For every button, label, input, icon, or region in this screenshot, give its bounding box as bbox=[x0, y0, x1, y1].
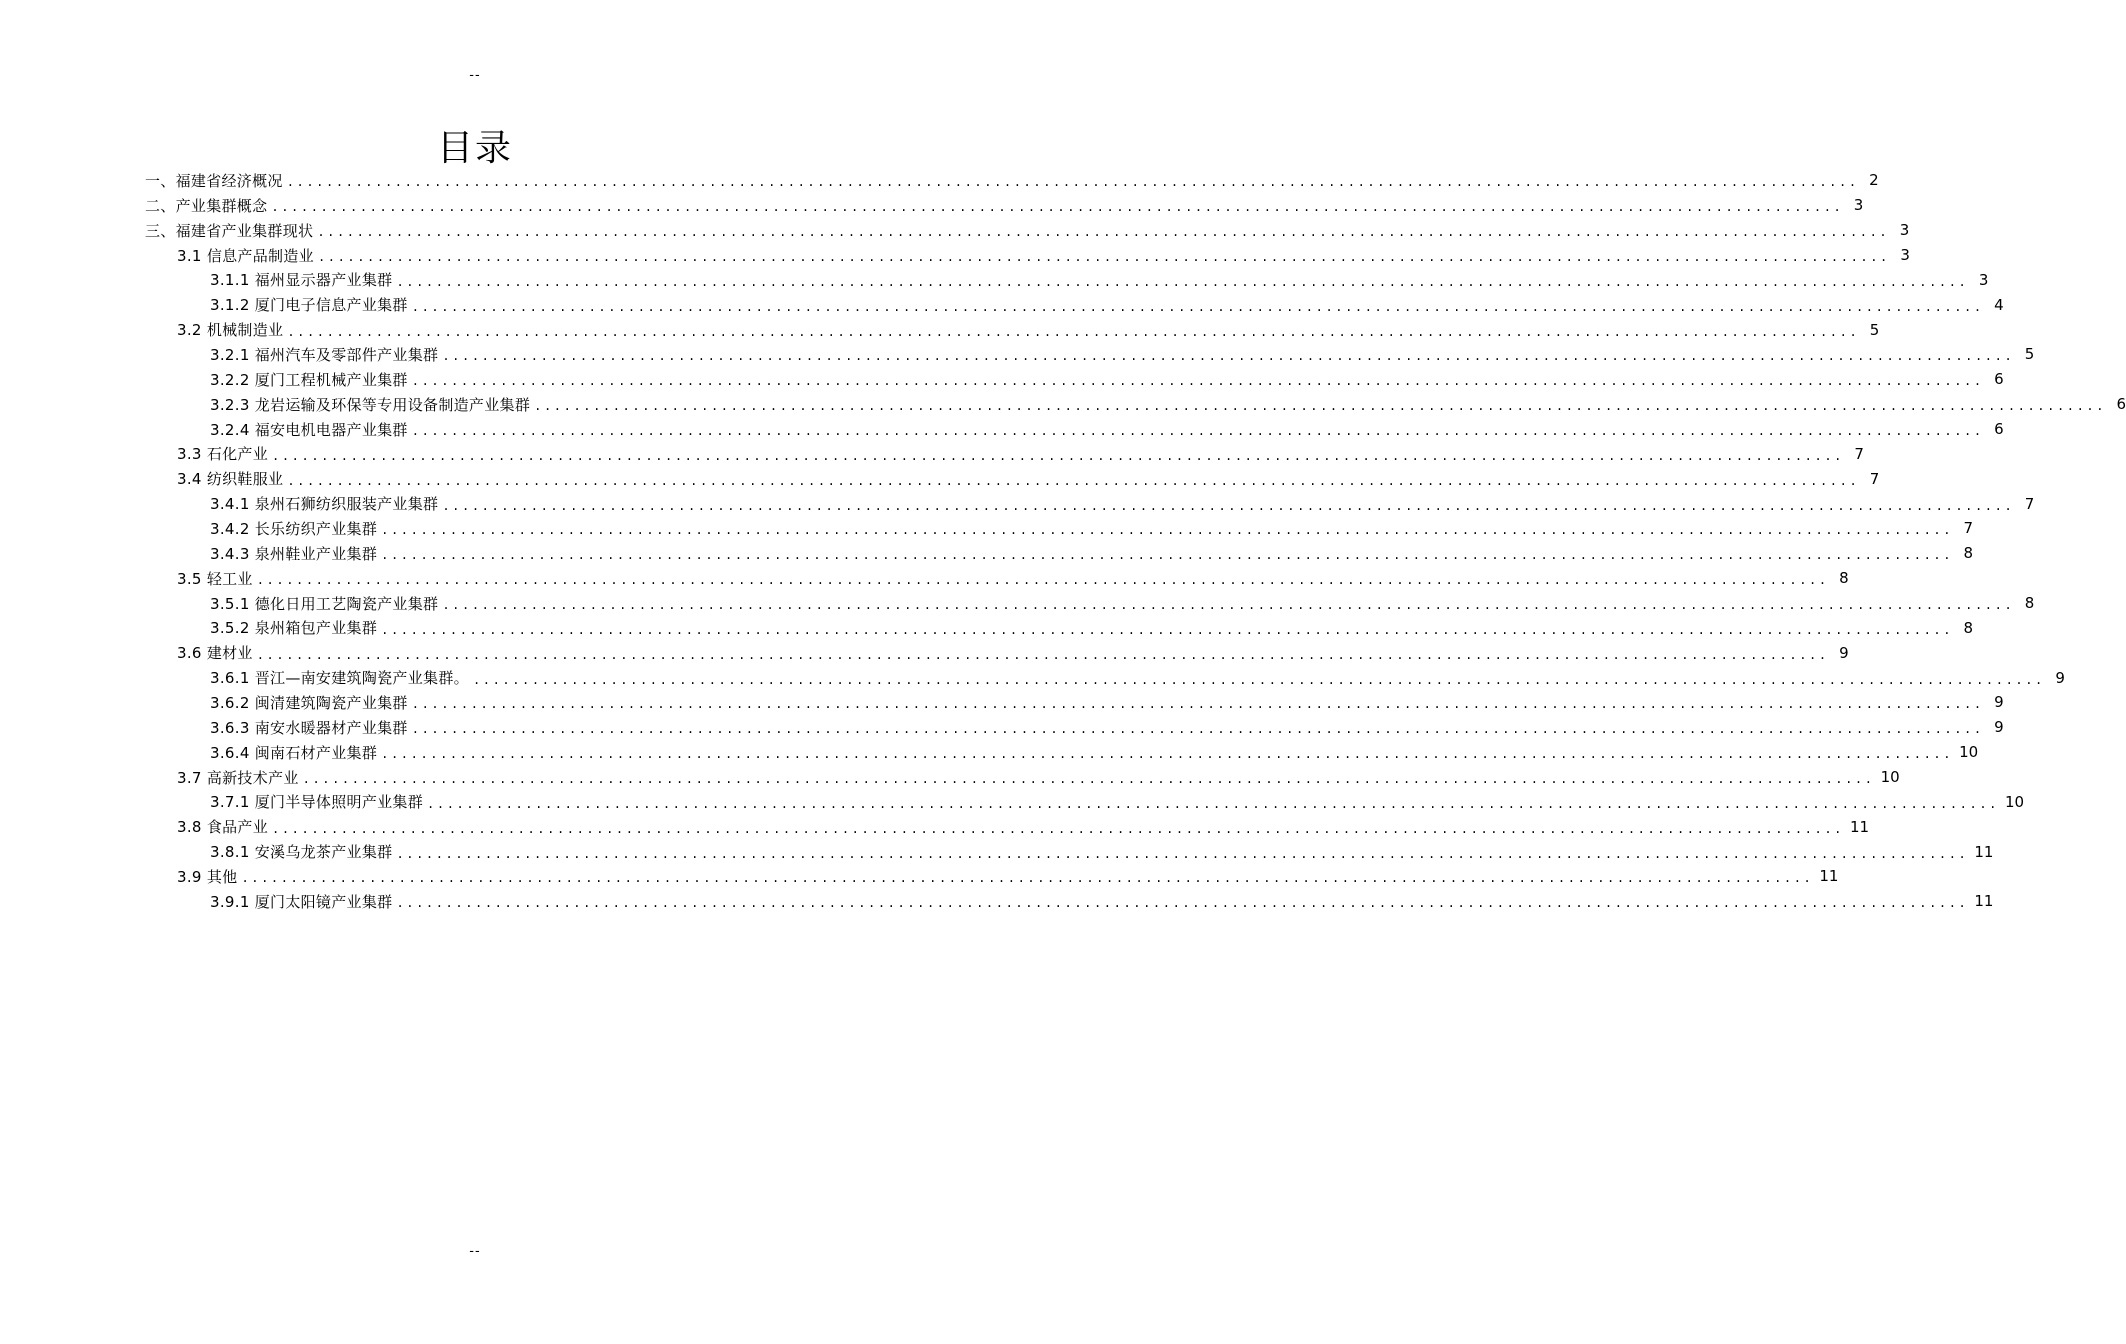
toc-entry-label: 3.2.1 福州汽车及零部件产业集群 bbox=[210, 345, 439, 364]
toc-entry-label: 3.4.3 泉州鞋业产业集群 bbox=[210, 544, 378, 563]
toc-dot-leader: ................................................................................................................................................................ bbox=[442, 498, 2015, 513]
toc-entry[interactable] bbox=[145, 839, 1994, 864]
toc-entry-label: 3.8 食品产业 bbox=[177, 818, 269, 837]
toc-dot-leader: ................................................................................................................................................................ bbox=[411, 424, 1984, 439]
toc-entry-page-number: 5 bbox=[1869, 320, 1880, 339]
toc-entry[interactable] bbox=[145, 243, 1910, 268]
toc-dot-leader: ................................................................................................................................................................ bbox=[396, 274, 1969, 289]
toc-entry[interactable] bbox=[145, 765, 1900, 790]
toc-dot-leader: ................................................................................................................................................................ bbox=[411, 299, 1984, 314]
toc-dot-leader: ................................................................................................................................................................ bbox=[396, 896, 1969, 911]
toc-dot-leader: ................................................................................................................................................................ bbox=[381, 747, 1954, 762]
toc-entry-page-number: 10 bbox=[1880, 768, 1900, 787]
toc-entry-label: 3.3 石化产业 bbox=[177, 445, 269, 464]
toc-entry-page-number: 6 bbox=[2116, 395, 2126, 414]
toc-entry-page-number: 9 bbox=[2055, 668, 2065, 687]
toc-entry-page-number: 8 bbox=[2024, 594, 2035, 613]
toc-dot-leader: ................................................................................................................................................................ bbox=[287, 473, 1860, 488]
toc-dot-leader: ................................................................................................................................................................ bbox=[411, 374, 1984, 389]
toc-dot-leader: ................................................................................................................................................................ bbox=[411, 722, 1984, 737]
toc-entry-page-number: 11 bbox=[1974, 842, 1994, 861]
toc-entry[interactable] bbox=[145, 417, 2004, 442]
toc-entry[interactable] bbox=[145, 889, 1994, 914]
toc-entry-page-number: 9 bbox=[1994, 718, 2004, 737]
toc-dot-leader: ................................................................................................................................................................ bbox=[442, 598, 2015, 613]
toc-dot-leader: ................................................................................................................................................................ bbox=[381, 523, 1954, 538]
toc-entry[interactable] bbox=[145, 317, 1880, 342]
toc-entry-page-number: 7 bbox=[1963, 519, 1974, 538]
toc-entry-page-number: 11 bbox=[1819, 867, 1839, 886]
page-header-mark: -- bbox=[469, 68, 481, 83]
toc-dot-leader: ................................................................................................................................................................ bbox=[256, 647, 1829, 662]
toc-entry-label: 二、产业集群概念 bbox=[145, 196, 268, 215]
toc-entry-label: 3.9 其他 bbox=[177, 867, 238, 886]
toc-entry-page-number: 7 bbox=[1869, 469, 1880, 488]
toc-entry-label: 3.2.2 厦门工程机械产业集群 bbox=[210, 370, 408, 389]
toc-entry-label: 3.1.2 厦门电子信息产业集群 bbox=[210, 296, 408, 315]
toc-entry-page-number: 2 bbox=[1869, 171, 1879, 190]
toc-dot-leader: ................................................................................................................................................................ bbox=[381, 622, 1954, 637]
toc-entry-label: 3.4 纺织鞋服业 bbox=[177, 470, 284, 489]
toc-entry[interactable] bbox=[145, 516, 1974, 541]
toc-entry-label: 3.6 建材业 bbox=[177, 644, 253, 663]
toc-entry-label: 3.1.1 福州显示器产业集群 bbox=[210, 271, 393, 290]
toc-entry[interactable] bbox=[145, 690, 2004, 715]
toc-entry[interactable] bbox=[145, 715, 2004, 740]
toc-entry-page-number: 9 bbox=[1839, 643, 1849, 662]
table-of-contents bbox=[145, 168, 2126, 914]
page-title: 目录 bbox=[436, 128, 513, 170]
toc-dot-leader: ................................................................................................................................................................ bbox=[256, 573, 1829, 588]
toc-entry-label: 3.9.1 厦门太阳镜产业集群 bbox=[210, 892, 393, 911]
toc-dot-leader: ................................................................................................................................................................ bbox=[381, 548, 1954, 563]
toc-entry-page-number: 7 bbox=[2024, 494, 2035, 513]
toc-entry[interactable] bbox=[145, 665, 2065, 690]
toc-entry[interactable] bbox=[145, 392, 2126, 417]
toc-entry[interactable] bbox=[145, 789, 2025, 814]
page-footer-mark: -- bbox=[469, 1244, 481, 1259]
toc-entry-label: 3.5 轻工业 bbox=[177, 569, 253, 588]
toc-entry-label: 3.7.1 厦门半导体照明产业集群 bbox=[210, 793, 424, 812]
toc-entry-label: 3.2.3 龙岩运输及环保等专用设备制造产业集群 bbox=[210, 395, 531, 414]
toc-entry-page-number: 3 bbox=[1978, 270, 1989, 289]
toc-entry-page-number: 11 bbox=[1849, 817, 1870, 836]
toc-entry-label: 3.2 机械制造业 bbox=[177, 321, 284, 340]
toc-entry[interactable] bbox=[145, 740, 1979, 765]
toc-dot-leader: ................................................................................................................................................................ bbox=[411, 697, 1984, 712]
toc-entry[interactable] bbox=[145, 864, 1839, 889]
toc-entry-page-number: 10 bbox=[1959, 743, 1979, 762]
toc-entry-label: 3.6.1 晋江—南安建筑陶瓷产业集群。 bbox=[210, 669, 469, 688]
toc-dot-leader: ................................................................................................................................................................ bbox=[287, 324, 1860, 339]
toc-entry[interactable] bbox=[145, 640, 1849, 665]
toc-entry[interactable] bbox=[145, 367, 2004, 392]
toc-entry-page-number: 3 bbox=[1853, 196, 1864, 215]
toc-entry[interactable] bbox=[145, 441, 1864, 466]
toc-entry-label: 一、福建省经济概况 bbox=[145, 171, 283, 190]
toc-entry-label: 3.8.1 安溪乌龙茶产业集群 bbox=[210, 843, 393, 862]
toc-entry-page-number: 3 bbox=[1900, 246, 1910, 264]
toc-dot-leader: ................................................................................................................................................................ bbox=[396, 846, 1969, 861]
toc-entry[interactable] bbox=[145, 566, 1849, 591]
toc-entry[interactable] bbox=[145, 168, 1879, 193]
toc-entry-label: 3.7 高新技术产业 bbox=[177, 768, 299, 787]
toc-entry[interactable] bbox=[145, 342, 2035, 367]
toc-entry-label: 三、福建省产业集群现状 bbox=[145, 221, 314, 240]
toc-entry-label: 3.6.4 闽南石材产业集群 bbox=[210, 743, 378, 762]
toc-dot-leader: ................................................................................................................................................................ bbox=[241, 871, 1814, 886]
toc-entry[interactable] bbox=[145, 541, 1974, 566]
toc-dot-leader: ................................................................................................................................................................ bbox=[317, 225, 1890, 240]
toc-entry-label: 3.2.4 福安电机电器产业集群 bbox=[210, 420, 408, 439]
toc-dot-leader: ................................................................................................................................................................ bbox=[427, 796, 1999, 811]
toc-entry-page-number: 8 bbox=[1963, 544, 1974, 563]
toc-entry-label: 3.5.1 德化日用工艺陶瓷产业集群 bbox=[210, 594, 439, 613]
toc-entry[interactable] bbox=[145, 491, 2035, 516]
toc-dot-leader: ................................................................................................................................................................ bbox=[272, 821, 1844, 836]
toc-entry-page-number: 9 bbox=[1994, 693, 2004, 712]
toc-entry[interactable] bbox=[145, 193, 1864, 218]
toc-entry-label: 3.4.2 长乐纺织产业集群 bbox=[210, 519, 378, 538]
toc-entry[interactable] bbox=[145, 615, 1974, 640]
toc-entry-page-number: 3 bbox=[1899, 221, 1910, 240]
toc-dot-leader: ................................................................................................................................................................ bbox=[271, 200, 1844, 215]
toc-entry-page-number: 8 bbox=[1963, 618, 1974, 637]
toc-entry-page-number: 5 bbox=[2024, 345, 2035, 364]
toc-entry-label: 3.4.1 泉州石狮纺织服装产业集群 bbox=[210, 495, 439, 514]
toc-entry[interactable] bbox=[145, 267, 1989, 292]
toc-entry-page-number: 6 bbox=[1994, 420, 2004, 439]
toc-entry-label: 3.1 信息产品制造业 bbox=[177, 246, 314, 265]
toc-entry-page-number: 10 bbox=[2004, 792, 2025, 811]
toc-entry-label: 3.6.2 闽清建筑陶瓷产业集群 bbox=[210, 693, 408, 712]
toc-dot-leader: ................................................................................................................................................................ bbox=[286, 175, 1859, 190]
toc-entry[interactable] bbox=[145, 814, 1870, 839]
toc-entry-page-number: 11 bbox=[1974, 892, 1994, 911]
toc-dot-leader: ................................................................................................................................................................ bbox=[272, 448, 1844, 463]
toc-entry[interactable] bbox=[145, 466, 1880, 491]
toc-entry-page-number: 7 bbox=[1854, 444, 1864, 463]
toc-entry-label: 3.5.2 泉州箱包产业集群 bbox=[210, 619, 378, 638]
toc-entry-page-number: 4 bbox=[1994, 295, 2004, 314]
toc-dot-leader: ................................................................................................................................................................ bbox=[317, 250, 1890, 264]
toc-entry[interactable] bbox=[145, 591, 2035, 616]
toc-dot-leader: ................................................................................................................................................................ bbox=[442, 349, 2015, 364]
toc-dot-leader: ................................................................................................................................................................ bbox=[302, 772, 1875, 787]
toc-entry[interactable] bbox=[145, 292, 2004, 317]
toc-dot-leader: ................................................................................................................................................................ bbox=[534, 399, 2107, 414]
toc-entry-page-number: 8 bbox=[1839, 569, 1849, 588]
toc-dot-leader: ................................................................................................................................................................ bbox=[472, 672, 2045, 687]
toc-entry[interactable] bbox=[145, 218, 1910, 243]
toc-entry-page-number: 6 bbox=[1994, 370, 2004, 389]
toc-entry-label: 3.6.3 南安水暖器材产业集群 bbox=[210, 718, 408, 737]
